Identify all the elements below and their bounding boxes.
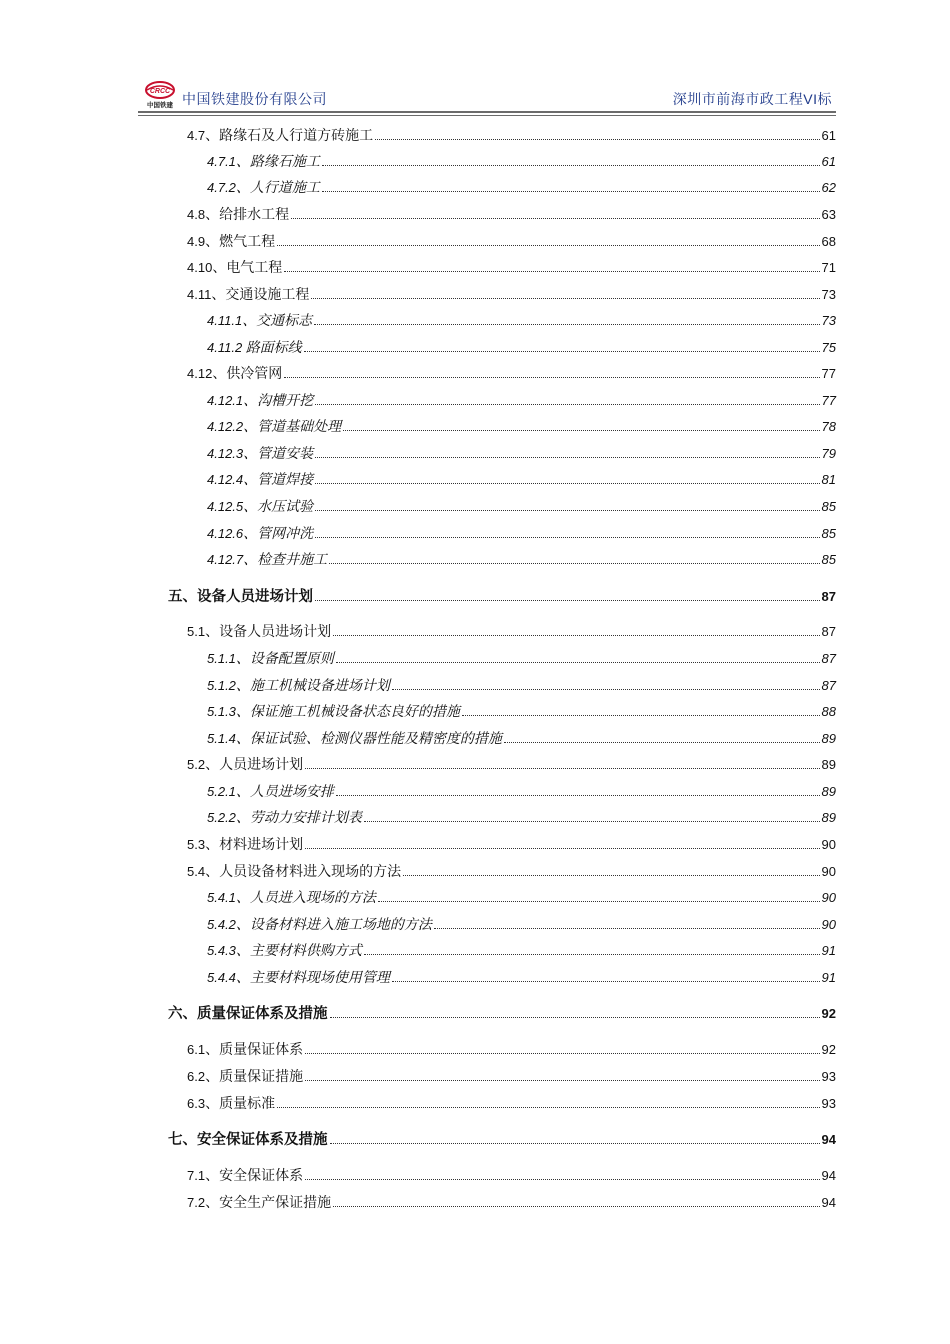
toc-entry-label xyxy=(187,622,331,643)
toc-entry-title: 质量保证措施 xyxy=(219,1070,304,1085)
toc-entry-label xyxy=(207,470,313,491)
toc-entry-number: 5.2.1 xyxy=(207,784,236,799)
toc-entry-label xyxy=(187,862,401,883)
toc-page-number: 61 xyxy=(821,154,836,169)
toc-section-entry[interactable] xyxy=(187,755,836,776)
toc-dot-leader xyxy=(284,376,819,378)
toc-entry-label xyxy=(207,649,334,670)
toc-entry-label xyxy=(207,311,312,332)
toc-dot-leader xyxy=(277,244,819,246)
toc-dot-leader xyxy=(315,509,819,511)
toc-entry-separator: 、 xyxy=(212,261,227,276)
toc-dot-leader xyxy=(504,741,820,743)
toc-entry-number: 5.2.2 xyxy=(207,810,236,825)
toc-entry-separator: 、 xyxy=(235,944,250,959)
toc-entry-title: 设备人员进场计划 xyxy=(219,625,332,640)
toc-entry-separator: 、 xyxy=(235,155,250,170)
toc-section-entry[interactable] xyxy=(187,1067,836,1088)
toc-entry-separator: 、 xyxy=(182,1006,197,1022)
toc-entry-label xyxy=(207,417,341,438)
toc-page-number: 77 xyxy=(821,366,836,381)
toc-entry-label xyxy=(207,702,460,723)
toc-subsection-entry[interactable] xyxy=(207,391,836,412)
toc-entry-label xyxy=(187,1166,303,1187)
toc-entry-number: 7.2 xyxy=(187,1195,206,1210)
toc-entry-label xyxy=(187,126,373,147)
toc-dot-leader xyxy=(315,482,819,484)
toc-entry-label xyxy=(207,808,362,829)
toc-entry-number: 4.7.2 xyxy=(207,180,236,195)
toc-section-entry[interactable] xyxy=(187,232,836,253)
toc-dot-leader xyxy=(336,794,820,796)
toc-entry-title: 设备人员进场计划 xyxy=(197,589,313,605)
toc-page-number: 93 xyxy=(821,1096,836,1111)
toc-entry-separator: 、 xyxy=(243,500,258,515)
toc-dot-leader xyxy=(364,820,820,822)
toc-page-number: 71 xyxy=(821,260,836,275)
toc-entry-number: 5.4.4 xyxy=(207,970,236,985)
toc-dot-leader xyxy=(330,1016,820,1018)
toc-entry-separator: 、 xyxy=(243,394,258,409)
company-name: 中国铁建股份有限公司 xyxy=(182,91,327,107)
toc-dot-leader xyxy=(315,536,819,538)
toc-subsection-entry[interactable] xyxy=(207,338,836,359)
toc-entry-title: 给排水工程 xyxy=(219,208,290,223)
toc-subsection-entry[interactable] xyxy=(207,649,836,670)
toc-page-number: 90 xyxy=(821,917,836,932)
toc-page-number: 92 xyxy=(821,1042,836,1057)
toc-dot-leader xyxy=(434,927,820,929)
toc-entry-number: 5.4.3 xyxy=(207,943,236,958)
toc-entry-number: 4.12.4 xyxy=(207,472,244,487)
toc-page-number: 94 xyxy=(821,1132,836,1147)
toc-subsection-entry[interactable] xyxy=(207,152,836,173)
toc-entry-title: 人员进入现场的方法 xyxy=(249,891,376,906)
toc-entry-title: 管道安装 xyxy=(257,447,314,462)
toc-entry-label xyxy=(207,968,390,989)
toc-entry-title: 交通设施工程 xyxy=(225,288,310,303)
toc-dot-leader xyxy=(291,217,819,219)
toc-page-number: 90 xyxy=(821,890,836,905)
toc-page-number: 92 xyxy=(821,1006,836,1021)
toc-dot-leader xyxy=(364,953,820,955)
toc-entry-number: 4.12.7 xyxy=(207,552,244,567)
toc-page-number: 81 xyxy=(821,472,836,487)
toc-entry-title: 检查井施工 xyxy=(257,553,328,568)
toc-entry-number: 5.3 xyxy=(187,837,206,852)
toc-entry-label xyxy=(207,152,320,173)
toc-entry-label xyxy=(187,1094,275,1115)
toc-page-number: 90 xyxy=(821,837,836,852)
toc-subsection-entry[interactable] xyxy=(207,808,836,829)
toc-entry-title: 沟槽开挖 xyxy=(257,394,314,409)
toc-dot-leader xyxy=(315,403,819,405)
toc-entry-number: 5.4 xyxy=(187,864,206,879)
toc-entry-label xyxy=(187,1067,303,1088)
toc-entry-number: 4.11.2 xyxy=(207,340,243,355)
toc-section-entry[interactable] xyxy=(187,1040,836,1061)
toc-entry-separator: 、 xyxy=(205,1097,220,1112)
toc-section-entry[interactable] xyxy=(187,285,836,306)
toc-entry-label xyxy=(187,258,282,279)
toc-entry-number: 6.3 xyxy=(187,1096,206,1111)
toc-page-number: 94 xyxy=(821,1195,836,1210)
toc-entry-title: 水压试验 xyxy=(257,500,314,515)
toc-dot-leader xyxy=(378,900,820,902)
toc-page-number: 73 xyxy=(821,287,836,302)
toc-page-number: 62 xyxy=(821,180,836,195)
toc-entry-label xyxy=(168,1130,328,1150)
toc-entry-label xyxy=(187,285,309,306)
toc-entry-label xyxy=(187,755,303,776)
toc-subsection-entry[interactable] xyxy=(207,550,836,571)
toc-entry-number: 4.12 xyxy=(187,366,213,381)
toc-dot-leader xyxy=(403,874,819,876)
toc-section-entry[interactable] xyxy=(187,364,836,385)
toc-dot-leader xyxy=(304,350,820,352)
toc-entry-label xyxy=(187,232,275,253)
toc-section-entry[interactable] xyxy=(187,835,836,856)
toc-entry-label xyxy=(187,1040,303,1061)
toc-entry-label xyxy=(207,782,334,803)
toc-entry-title: 主要材料现场使用管理 xyxy=(249,971,390,986)
toc-page-number: 90 xyxy=(821,864,836,879)
toc-page-number: 61 xyxy=(821,128,836,143)
toc-entry-separator: 、 xyxy=(243,553,258,568)
toc-entry-separator: 、 xyxy=(205,1196,220,1211)
toc-dot-leader xyxy=(333,1205,819,1207)
toc-entry-number: 五 xyxy=(168,589,183,605)
toc-entry-number: 6.2 xyxy=(187,1069,206,1084)
toc-entry-label xyxy=(207,888,376,909)
toc-section-entry[interactable] xyxy=(187,862,836,883)
toc-entry-separator: 、 xyxy=(235,918,250,933)
toc-dot-leader xyxy=(336,661,820,663)
toc-page-number: 87 xyxy=(821,589,836,604)
toc-dot-leader xyxy=(311,297,819,299)
toc-section-entry[interactable] xyxy=(187,1193,836,1214)
toc-entry-title: 人员设备材料进入现场的方法 xyxy=(219,865,402,880)
toc-entry-label xyxy=(207,915,432,936)
toc-section-entry[interactable] xyxy=(187,258,836,279)
toc-section-entry[interactable] xyxy=(187,622,836,643)
toc-entry-label xyxy=(207,178,320,199)
toc-entry-label xyxy=(207,676,390,697)
toc-entry-number: 4.8 xyxy=(187,207,206,222)
toc-entry-separator: 、 xyxy=(242,314,257,329)
toc-entry-separator: 、 xyxy=(212,367,227,382)
toc-subsection-entry[interactable] xyxy=(207,444,836,465)
toc-subsection-entry[interactable] xyxy=(207,888,836,909)
toc-dot-leader xyxy=(305,767,819,769)
toc-entry-title: 电气工程 xyxy=(226,261,283,276)
toc-entry-number: 4.7 xyxy=(187,128,206,143)
toc-entry-number: 6.1 xyxy=(187,1042,206,1057)
toc-entry-label xyxy=(207,550,327,571)
toc-entry-separator: 、 xyxy=(235,652,250,667)
toc-entry-separator: 、 xyxy=(205,625,220,640)
toc-entry-number: 4.10 xyxy=(187,260,213,275)
toc-subsection-entry[interactable] xyxy=(207,941,836,962)
toc-dot-leader xyxy=(343,429,819,431)
toc-subsection-entry[interactable] xyxy=(207,497,836,518)
toc-entry-title: 质量保证体系及措施 xyxy=(197,1006,328,1022)
toc-entry-title: 质量标准 xyxy=(219,1097,276,1112)
toc-entry-title: 劳动力安排计划表 xyxy=(249,811,362,826)
toc-page-number: 77 xyxy=(821,393,836,408)
toc-entry-title: 管网冲洗 xyxy=(257,527,314,542)
toc-dot-leader xyxy=(392,980,820,982)
toc-subsection-entry[interactable] xyxy=(207,311,836,332)
toc-chapter-entry[interactable] xyxy=(168,1004,836,1024)
toc-subsection-entry[interactable] xyxy=(207,178,836,199)
toc-entry-title: 设备材料进入施工场地的方法 xyxy=(249,918,432,933)
toc-section-entry[interactable] xyxy=(187,1166,836,1187)
toc-dot-leader xyxy=(375,138,819,140)
toc-entry-label xyxy=(207,391,313,412)
toc-entry-title: 管道基础处理 xyxy=(257,420,342,435)
logo-caption: 中国铁建 xyxy=(147,101,173,109)
toc-chapter-entry[interactable] xyxy=(168,1130,836,1150)
toc-entry-number: 4.12.5 xyxy=(207,499,244,514)
toc-chapter-entry[interactable] xyxy=(168,587,836,607)
toc-section-entry[interactable] xyxy=(187,126,836,147)
toc-entry-label xyxy=(168,587,313,607)
toc-subsection-entry[interactable] xyxy=(207,729,836,750)
toc-page-number: 68 xyxy=(821,234,836,249)
toc-section-entry[interactable] xyxy=(187,1094,836,1115)
toc-entry-title: 燃气工程 xyxy=(219,235,276,250)
toc-entry-number: 4.7.1 xyxy=(207,154,236,169)
toc-page-number: 87 xyxy=(821,651,836,666)
toc-page-number: 85 xyxy=(821,499,836,514)
toc-page-number: 85 xyxy=(821,552,836,567)
toc-entry-label xyxy=(207,941,362,962)
toc-entry-label xyxy=(168,1004,328,1024)
toc-entry-separator: 、 xyxy=(235,679,250,694)
toc-dot-leader xyxy=(330,1142,820,1144)
toc-entry-separator: 、 xyxy=(205,1070,220,1085)
page-header xyxy=(138,78,836,116)
toc-page-number: 88 xyxy=(821,704,836,719)
toc-entry-title: 安全保证体系 xyxy=(219,1169,304,1184)
toc-dot-leader xyxy=(329,562,819,564)
toc-entry-number: 5.1.2 xyxy=(207,678,236,693)
toc-entry-title: 施工机械设备进场计划 xyxy=(249,679,390,694)
project-name: 深圳市前海市政工程VI标 xyxy=(672,91,832,107)
toc-entry-title: 安全保证体系及措施 xyxy=(197,1132,328,1148)
toc-entry-number: 5.2 xyxy=(187,757,206,772)
toc-subsection-entry[interactable] xyxy=(207,782,836,803)
toc-entry-title: 路缘石及人行道方砖施工 xyxy=(219,129,374,144)
toc-entry-title: 人员进场安排 xyxy=(249,785,334,800)
toc-dot-leader xyxy=(284,270,819,272)
toc-entry-separator: 、 xyxy=(182,1132,197,1148)
toc-entry-title: 设备配置原则 xyxy=(249,652,334,667)
toc-entry-title: 人行道施工 xyxy=(249,181,320,196)
toc-entry-number: 4.12.6 xyxy=(207,526,244,541)
toc-entry-number: 5.1.4 xyxy=(207,731,236,746)
toc-entry-title: 保证试验、检测仪器性能及精密度的措施 xyxy=(249,732,502,747)
toc-page-number: 87 xyxy=(821,678,836,693)
toc-dot-leader xyxy=(322,164,820,166)
toc-entry-separator: 、 xyxy=(205,1043,220,1058)
toc-entry-number: 六 xyxy=(168,1006,183,1022)
toc-entry-label xyxy=(187,364,282,385)
toc-entry-label xyxy=(187,835,303,856)
toc-entry-title: 主要材料供购方式 xyxy=(249,944,362,959)
toc-entry-separator: 、 xyxy=(182,589,197,605)
toc-page-number: 94 xyxy=(821,1168,836,1183)
toc-entry-title: 质量保证体系 xyxy=(219,1043,304,1058)
toc-page-number: 75 xyxy=(821,340,836,355)
toc-dot-leader xyxy=(277,1106,819,1108)
toc-entry-separator: 、 xyxy=(211,288,226,303)
toc-entry-separator: 、 xyxy=(235,785,250,800)
toc-subsection-entry[interactable] xyxy=(207,470,836,491)
toc-entry-separator: 、 xyxy=(243,447,258,462)
toc-entry-number: 4.11 xyxy=(187,287,212,302)
toc-entry-separator: 、 xyxy=(205,129,220,144)
toc-entry-title: 管道焊接 xyxy=(257,473,314,488)
toc-entry-separator: 、 xyxy=(243,527,258,542)
toc-entry-title: 材料进场计划 xyxy=(219,838,304,853)
toc-dot-leader xyxy=(305,1178,819,1180)
toc-entry-separator: 、 xyxy=(235,891,250,906)
toc-page-number: 89 xyxy=(821,757,836,772)
toc-entry-number: 4.12.3 xyxy=(207,446,244,461)
toc-entry-number: 4.9 xyxy=(187,234,206,249)
toc-entry-separator: 、 xyxy=(243,420,258,435)
toc-entry-label xyxy=(187,1193,331,1214)
toc-entry-separator: 、 xyxy=(205,758,220,773)
toc-entry-separator: 、 xyxy=(205,838,220,853)
toc-subsection-entry[interactable] xyxy=(207,915,836,936)
toc-subsection-entry[interactable] xyxy=(207,417,836,438)
toc-dot-leader xyxy=(462,714,820,716)
toc-dot-leader xyxy=(305,1052,819,1054)
toc-dot-leader xyxy=(305,1079,819,1081)
toc-subsection-entry[interactable] xyxy=(207,676,836,697)
toc-entry-title: 保证施工机械设备状态良好的措施 xyxy=(249,705,460,720)
toc-entry-separator: 、 xyxy=(205,208,220,223)
toc-entry-title: 路面标线 xyxy=(245,341,302,356)
header-rule-thin xyxy=(138,115,836,116)
toc-subsection-entry[interactable] xyxy=(207,702,836,723)
toc-subsection-entry[interactable] xyxy=(207,524,836,545)
toc-dot-leader xyxy=(305,847,819,849)
toc-page-number: 73 xyxy=(821,313,836,328)
toc-page-number: 91 xyxy=(821,970,836,985)
toc-entry-number: 4.11.1 xyxy=(207,313,243,328)
toc-page-number: 89 xyxy=(821,810,836,825)
crcc-logo xyxy=(140,80,180,110)
toc-entry-separator: 、 xyxy=(235,705,250,720)
toc-entry-label xyxy=(207,524,313,545)
toc-entry-separator: 、 xyxy=(235,732,250,747)
toc-entry-number: 4.12.1 xyxy=(207,393,244,408)
toc-page-number: 87 xyxy=(821,624,836,639)
toc-entry-title: 路缘石施工 xyxy=(249,155,320,170)
toc-entry-title: 交通标志 xyxy=(256,314,313,329)
toc-entry-separator: 、 xyxy=(235,811,250,826)
toc-dot-leader xyxy=(392,688,820,690)
toc-dot-leader xyxy=(315,599,820,601)
toc-entry-separator: 、 xyxy=(205,235,220,250)
toc-entry-number: 七 xyxy=(168,1132,183,1148)
toc-entry-number: 4.12.2 xyxy=(207,419,244,434)
toc-entry-separator: 、 xyxy=(235,971,250,986)
toc-entry-number: 5.4.1 xyxy=(207,890,236,905)
toc-entry-label xyxy=(207,729,502,750)
toc-dot-leader xyxy=(322,190,820,192)
toc-entry-label xyxy=(207,338,302,359)
toc-entry-number: 5.4.2 xyxy=(207,917,236,932)
toc-entry-number: 5.1.3 xyxy=(207,704,236,719)
toc-page-number: 85 xyxy=(821,526,836,541)
toc-entry-label xyxy=(187,205,289,226)
toc-dot-leader xyxy=(333,634,819,636)
toc-entry-separator: 、 xyxy=(243,473,258,488)
toc-entry-title: 供冷管网 xyxy=(226,367,283,382)
toc-dot-leader xyxy=(315,456,819,458)
toc-entry-label xyxy=(207,444,313,465)
toc-page-number: 78 xyxy=(821,419,836,434)
toc-entry-title: 人员进场计划 xyxy=(219,758,304,773)
toc-entry-separator: 、 xyxy=(205,1169,220,1184)
toc-dot-leader xyxy=(314,323,819,325)
toc-entry-number: 7.1 xyxy=(187,1168,206,1183)
toc-entry-number: 5.1 xyxy=(187,624,206,639)
logo-text: CRCC xyxy=(149,88,171,95)
toc-entry-label xyxy=(207,497,313,518)
toc-page-number: 79 xyxy=(821,446,836,461)
toc-page-number: 89 xyxy=(821,784,836,799)
toc-page-number: 93 xyxy=(821,1069,836,1084)
toc-section-entry[interactable] xyxy=(187,205,836,226)
toc-entry-title: 安全生产保证措施 xyxy=(219,1196,332,1211)
toc-entry-separator: 、 xyxy=(235,181,250,196)
toc-subsection-entry[interactable] xyxy=(207,968,836,989)
header-rule-thick xyxy=(138,111,836,113)
toc-entry-separator: 、 xyxy=(205,865,220,880)
toc-page-number: 91 xyxy=(821,943,836,958)
toc-entry-number: 5.1.1 xyxy=(207,651,236,666)
toc-page-number: 89 xyxy=(821,731,836,746)
toc-page-number: 63 xyxy=(821,207,836,222)
